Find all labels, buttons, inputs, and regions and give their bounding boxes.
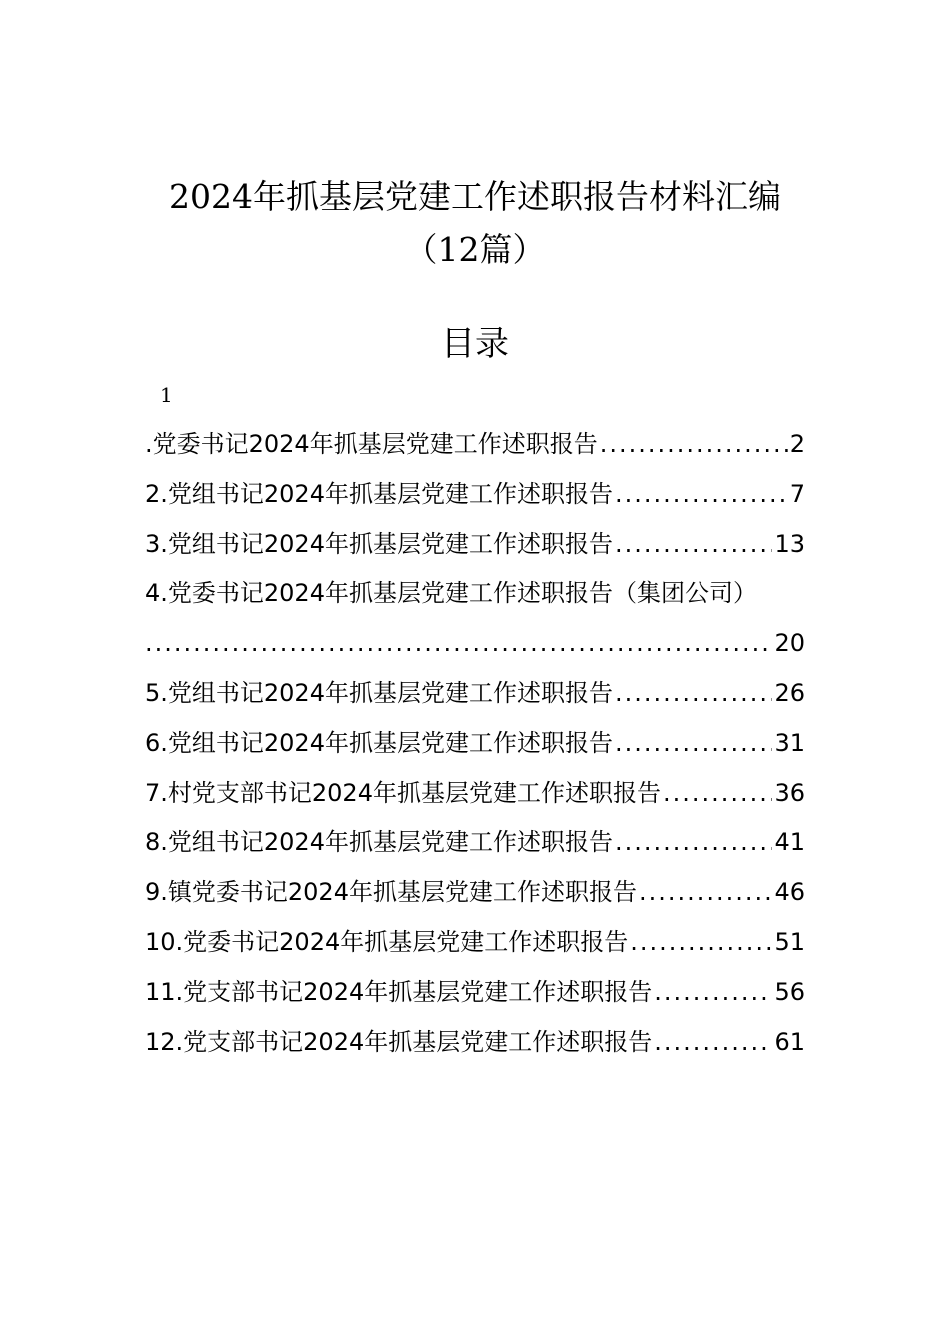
toc-leader-dots (615, 474, 788, 514)
toc-leader-dots (615, 723, 772, 763)
toc-leader-dots (600, 424, 788, 464)
toc-leader-dots (663, 773, 772, 813)
toc-leader-dots (630, 922, 772, 962)
toc-entry[interactable] (145, 872, 805, 922)
toc-entry-page: 36 (774, 778, 805, 807)
toc-entry-page: 20 (774, 629, 805, 658)
toc-entry-title: 3.党组书记2024年抓基层党建工作述职报告 (145, 529, 613, 558)
toc-entry-title: 7.村党支部书记2024年抓基层党建工作述职报告 (145, 778, 661, 807)
toc-heading: 目录 (441, 324, 509, 364)
toc-leader-dots (654, 1022, 772, 1062)
toc-entry-continuation[interactable] (145, 623, 805, 673)
table-of-contents (145, 424, 805, 1071)
toc-entry[interactable] (145, 922, 805, 972)
toc-leader-dots (639, 872, 772, 912)
toc-entry-page: 13 (774, 529, 805, 558)
toc-entry-page: 2 (789, 430, 805, 458)
toc-entry-page: 41 (774, 828, 805, 857)
toc-entry[interactable] (145, 673, 805, 723)
toc-leader-dots (615, 673, 772, 713)
document-title: 2024年抓基层党建工作述职报告材料汇编 (169, 177, 781, 216)
toc-entry[interactable] (145, 773, 805, 823)
toc-entry[interactable] (145, 573, 805, 623)
toc-leader-dots (615, 524, 772, 564)
toc-entry-page: 51 (774, 927, 805, 956)
toc-entry[interactable] (145, 474, 805, 524)
toc-entry-title: 10.党委书记2024年抓基层党建工作述职报告 (145, 927, 629, 956)
toc-entry-title: 5.党组书记2024年抓基层党建工作述职报告 (145, 678, 613, 707)
toc-entry-page: 31 (774, 728, 805, 757)
toc-leader-dots (654, 972, 772, 1012)
toc-entry-page: 46 (774, 878, 805, 907)
toc-entry-title: .党委书记2024年抓基层党建工作述职报告 (145, 430, 598, 458)
toc-entry-title: 2.党组书记2024年抓基层党建工作述职报告 (145, 479, 613, 508)
toc-entry[interactable] (145, 972, 805, 1022)
toc-entry-title: 12.党支部书记2024年抓基层党建工作述职报告 (145, 1027, 653, 1056)
toc-stray-number: 1 (160, 383, 173, 407)
toc-entry-page: 7 (789, 479, 805, 508)
toc-entry[interactable] (145, 822, 805, 872)
toc-entry-page: 61 (774, 1027, 805, 1056)
document-subtitle: （12篇） (404, 230, 546, 269)
toc-entry-title: 4.党委书记2024年抓基层党建工作述职报告（集团公司） (145, 579, 757, 608)
toc-entry-title: 6.党组书记2024年抓基层党建工作述职报告 (145, 728, 613, 757)
toc-entry[interactable] (145, 524, 805, 574)
toc-entry-title: 11.党支部书记2024年抓基层党建工作述职报告 (145, 977, 653, 1006)
toc-entry-page: 26 (774, 678, 805, 707)
toc-leader-dots (145, 623, 772, 663)
toc-leader-dots (615, 822, 772, 862)
toc-entry-title: 8.党组书记2024年抓基层党建工作述职报告 (145, 828, 613, 857)
toc-entry[interactable] (145, 1022, 805, 1072)
toc-entry-title: 9.镇党委书记2024年抓基层党建工作述职报告 (145, 878, 637, 907)
toc-entry-page: 56 (774, 977, 805, 1006)
toc-entry[interactable] (145, 723, 805, 773)
toc-entry[interactable] (145, 424, 805, 474)
